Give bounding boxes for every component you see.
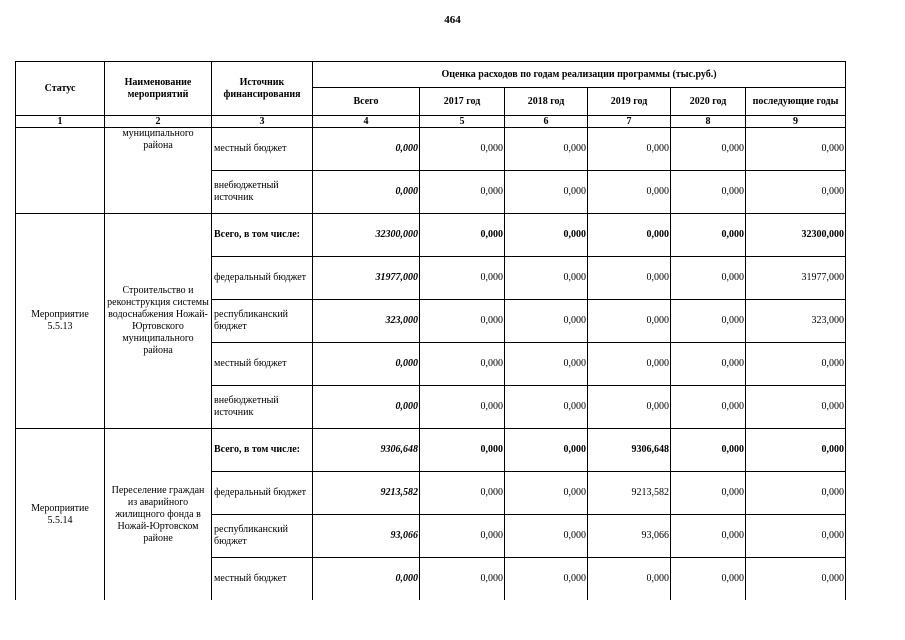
value-cell: 0,000	[505, 128, 588, 171]
value-cell: 32300,000	[746, 214, 846, 257]
value-cell: 9306,648	[588, 429, 671, 472]
total-cell: 9306,648	[313, 429, 420, 472]
value-cell: 0,000	[420, 386, 505, 429]
value-cell: 0,000	[505, 558, 588, 601]
value-cell: 0,000	[746, 472, 846, 515]
col-number: 5	[420, 116, 505, 128]
total-cell: 0,000	[313, 343, 420, 386]
value-cell: 0,000	[420, 214, 505, 257]
measure-name: Переселение граждан из аварийного жилищного фонда в Ножай-Юртовском районе	[105, 429, 212, 601]
value-cell: 0,000	[420, 171, 505, 214]
value-cell: 0,000	[671, 558, 746, 601]
value-cell: 0,000	[505, 472, 588, 515]
value-cell: 0,000	[505, 343, 588, 386]
source-cell: местный бюджет	[212, 128, 313, 171]
total-cell: 93,066	[313, 515, 420, 558]
value-cell: 0,000	[671, 257, 746, 300]
value-cell: 0,000	[505, 386, 588, 429]
value-cell: 0,000	[505, 214, 588, 257]
header-2017: 2017 год	[420, 88, 505, 116]
value-cell: 0,000	[505, 429, 588, 472]
source-cell: республиканский бюджет	[212, 300, 313, 343]
header-estimate: Оценка расходов по годам реализации программы (тыс.руб.)	[313, 62, 846, 88]
col-number: 1	[16, 116, 105, 128]
total-cell: 31977,000	[313, 257, 420, 300]
value-cell: 0,000	[588, 171, 671, 214]
budget-table	[15, 61, 846, 600]
value-cell: 0,000	[420, 429, 505, 472]
source-cell: внебюджетный источник	[212, 386, 313, 429]
value-cell: 0,000	[420, 128, 505, 171]
source-cell: федеральный бюджет	[212, 257, 313, 300]
value-cell: 0,000	[746, 171, 846, 214]
total-cell: 32300,000	[313, 214, 420, 257]
value-cell: 0,000	[746, 558, 846, 601]
value-cell: 0,000	[505, 515, 588, 558]
value-cell: 0,000	[505, 300, 588, 343]
source-cell: внебюджетный источник	[212, 171, 313, 214]
value-cell: 0,000	[505, 257, 588, 300]
value-cell: 0,000	[671, 128, 746, 171]
header-status: Статус	[16, 62, 105, 116]
status-cell: Мероприятие 5.5.13	[16, 214, 105, 429]
total-cell: 0,000	[313, 128, 420, 171]
measure-name: Строительство и реконструкция системы водоснабжения Ножай-Юртовского муниципального района	[105, 214, 212, 429]
source-cell: федеральный бюджет	[212, 472, 313, 515]
value-cell: 0,000	[671, 472, 746, 515]
col-number: 7	[588, 116, 671, 128]
value-cell: 0,000	[671, 386, 746, 429]
value-cell: 0,000	[671, 214, 746, 257]
value-cell: 0,000	[588, 257, 671, 300]
measure-name: муниципального района	[105, 128, 212, 214]
value-cell: 0,000	[420, 257, 505, 300]
value-cell: 0,000	[746, 515, 846, 558]
value-cell: 0,000	[588, 214, 671, 257]
value-cell: 0,000	[746, 429, 846, 472]
total-cell: 0,000	[313, 558, 420, 601]
value-cell: 31977,000	[746, 257, 846, 300]
value-cell: 0,000	[420, 515, 505, 558]
value-cell: 0,000	[420, 300, 505, 343]
value-cell: 0,000	[588, 558, 671, 601]
col-number: 3	[212, 116, 313, 128]
value-cell: 0,000	[746, 386, 846, 429]
value-cell: 0,000	[588, 386, 671, 429]
header-name: Наименование мероприятий	[105, 62, 212, 116]
col-number: 9	[746, 116, 846, 128]
total-cell: 323,000	[313, 300, 420, 343]
value-cell: 0,000	[671, 343, 746, 386]
header-2020: 2020 год	[671, 88, 746, 116]
source-cell: местный бюджет	[212, 343, 313, 386]
value-cell: 323,000	[746, 300, 846, 343]
col-number: 8	[671, 116, 746, 128]
status-cell: Мероприятие 5.5.14	[16, 429, 105, 601]
value-cell: 0,000	[588, 300, 671, 343]
source-cell: Всего, в том числе:	[212, 429, 313, 472]
status-cell	[16, 128, 105, 214]
value-cell: 0,000	[420, 558, 505, 601]
total-cell: 0,000	[313, 386, 420, 429]
header-2018: 2018 год	[505, 88, 588, 116]
value-cell: 9213,582	[588, 472, 671, 515]
value-cell: 0,000	[420, 343, 505, 386]
value-cell: 0,000	[420, 472, 505, 515]
total-cell: 0,000	[313, 171, 420, 214]
page-number: 464	[444, 14, 461, 26]
source-cell: республиканский бюджет	[212, 515, 313, 558]
value-cell: 0,000	[746, 128, 846, 171]
value-cell: 0,000	[505, 171, 588, 214]
total-cell: 9213,582	[313, 472, 420, 515]
col-number: 2	[105, 116, 212, 128]
header-total: Всего	[313, 88, 420, 116]
value-cell: 0,000	[746, 343, 846, 386]
col-number: 4	[313, 116, 420, 128]
value-cell: 0,000	[588, 343, 671, 386]
value-cell: 0,000	[671, 171, 746, 214]
header-source: Источник финансирования	[212, 62, 313, 116]
source-cell: Всего, в том числе:	[212, 214, 313, 257]
col-number: 6	[505, 116, 588, 128]
header-later: последующие годы	[746, 88, 846, 116]
header-2019: 2019 год	[588, 88, 671, 116]
value-cell: 0,000	[671, 300, 746, 343]
source-cell: местный бюджет	[212, 558, 313, 601]
value-cell: 0,000	[671, 429, 746, 472]
value-cell: 0,000	[671, 515, 746, 558]
value-cell: 93,066	[588, 515, 671, 558]
value-cell: 0,000	[588, 128, 671, 171]
